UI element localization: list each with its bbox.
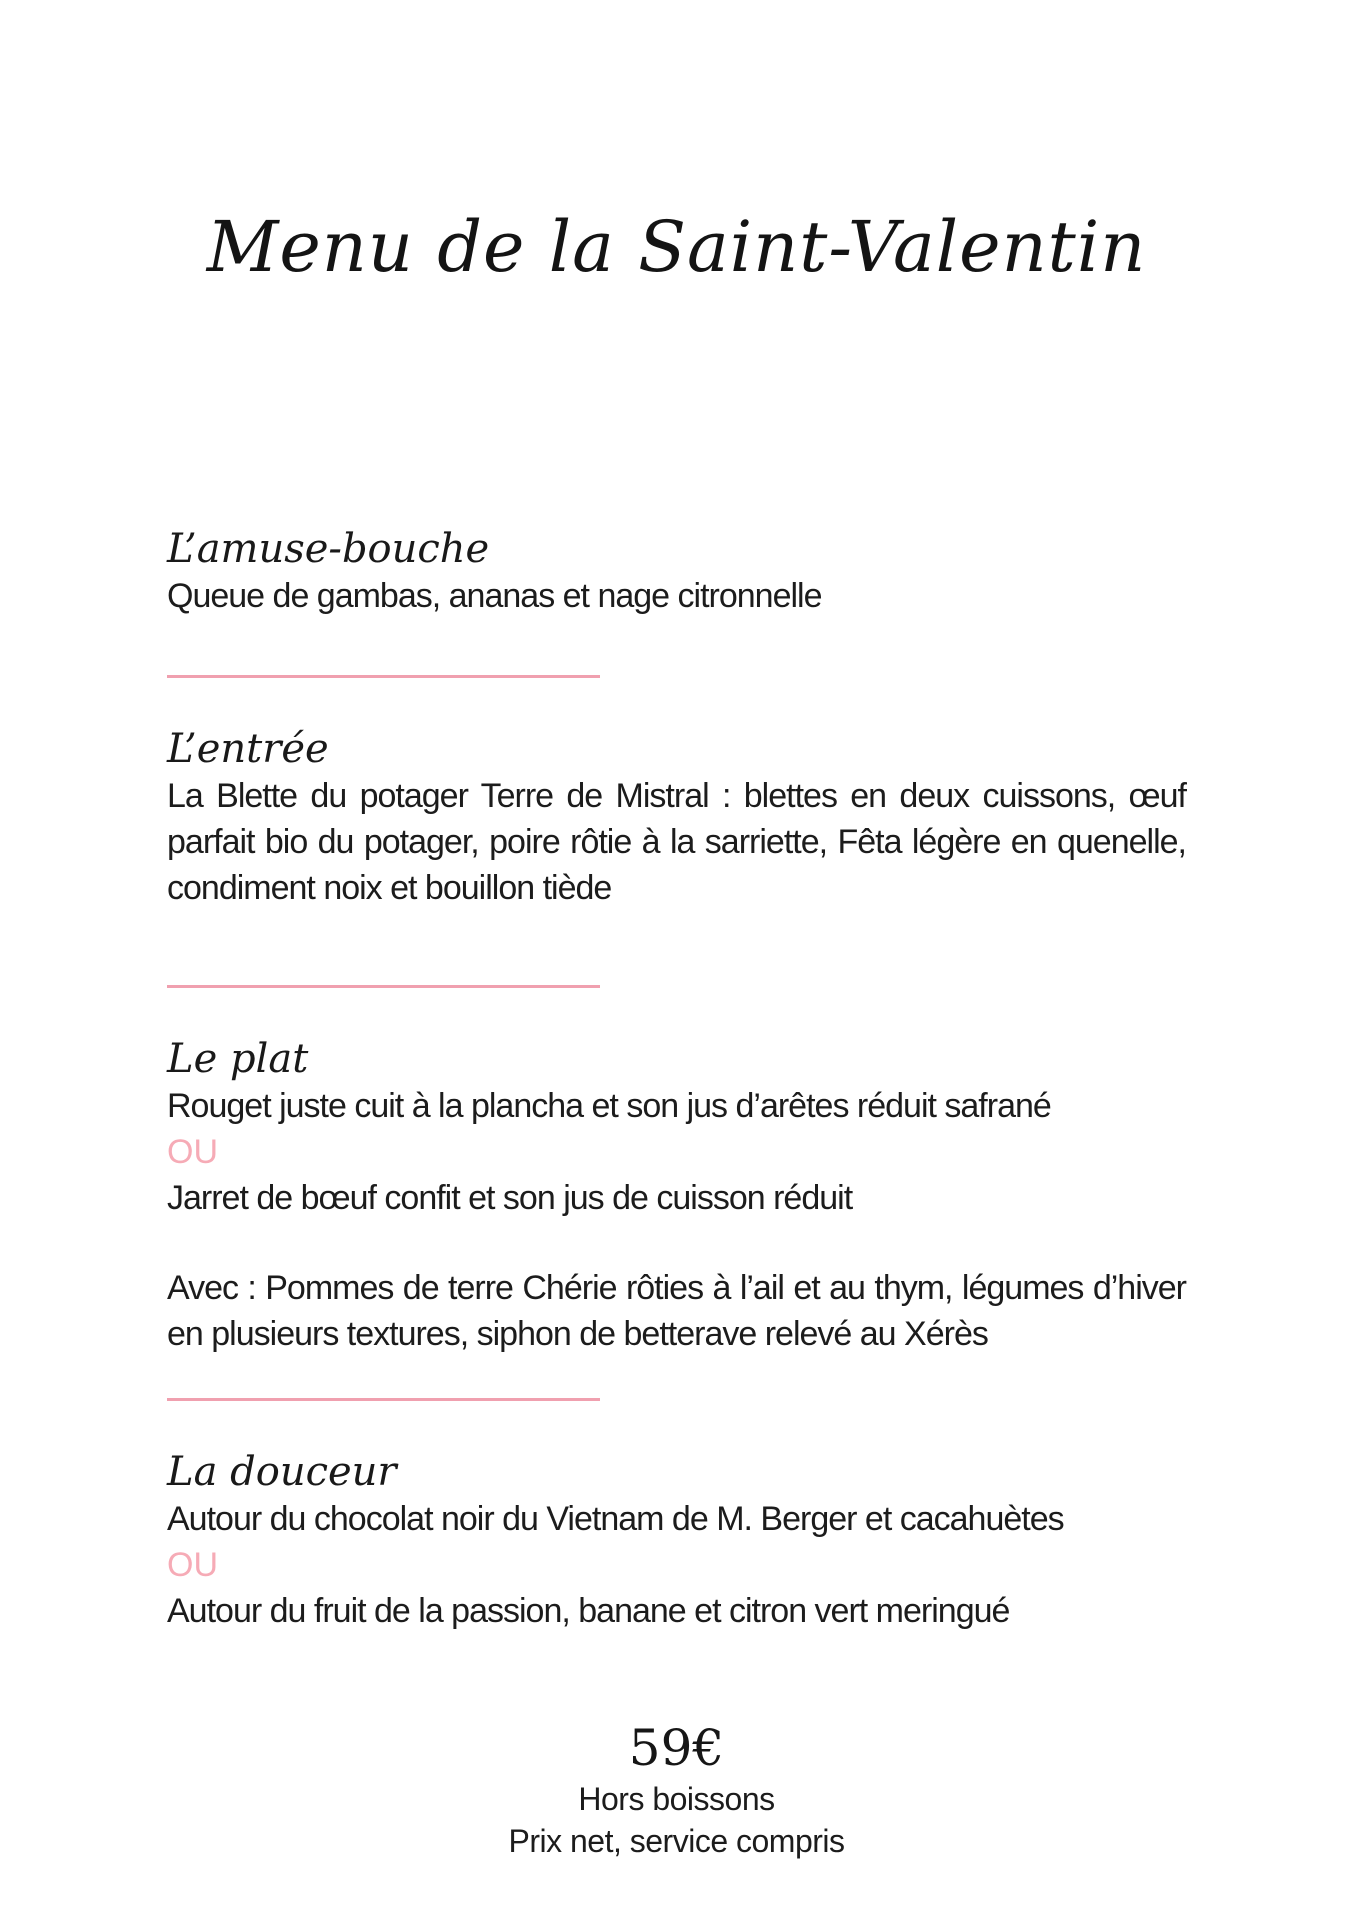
section-amuse-bouche bbox=[167, 525, 1186, 619]
plat-or-separator: OU bbox=[167, 1133, 218, 1171]
note-service: Prix net, service compris bbox=[508, 1823, 845, 1859]
plat-heading: Le plat bbox=[167, 1036, 309, 1082]
menu-content bbox=[0, 525, 1353, 1862]
douceur-option-2: Autour du fruit de la passion, banane et citron vert meringué bbox=[167, 1592, 1010, 1630]
douceur-or-separator: OU bbox=[167, 1546, 218, 1584]
amuse-bouche-item: Queue de gambas, ananas et nage citronnelle bbox=[167, 577, 822, 615]
section-divider bbox=[167, 1398, 600, 1401]
note-drinks: Hors boissons bbox=[578, 1781, 775, 1817]
plat-option-1: Rouget juste cuit à la plancha et son jus d’arêtes réduit safrané bbox=[167, 1087, 1051, 1125]
plat-option-2: Jarret de bœuf confit et son jus de cuisson réduit bbox=[167, 1179, 853, 1217]
section-divider bbox=[167, 985, 600, 988]
entree-description: La Blette du potager Terre de Mistral : blettes en deux cuissons, œuf parfait bio du potager, poire rôtie à la sarriette, Fêta légère en quenelle, condiment noix et bouillon tiède bbox=[167, 777, 1186, 907]
menu-footer bbox=[167, 1718, 1186, 1862]
entree-heading: L’entrée bbox=[167, 726, 329, 772]
section-divider bbox=[167, 675, 600, 678]
section-plat bbox=[167, 1035, 1186, 1357]
menu-title: Menu de la Saint-Valentin bbox=[206, 206, 1147, 288]
plat-sides-description: Avec : Pommes de terre Chérie rôties à l’ail et au thym, légumes d’hiver en plusieurs textures, siphon de betterave relevé au Xérès bbox=[167, 1269, 1186, 1353]
douceur-heading: La douceur bbox=[167, 1449, 397, 1495]
menu-price: 59€ bbox=[628, 1719, 725, 1777]
section-douceur bbox=[167, 1448, 1186, 1634]
amuse-bouche-heading: L’amuse-bouche bbox=[167, 526, 490, 572]
douceur-option-1: Autour du chocolat noir du Vietnam de M. Berger et cacahuètes bbox=[167, 1500, 1064, 1538]
section-entree bbox=[167, 725, 1186, 911]
